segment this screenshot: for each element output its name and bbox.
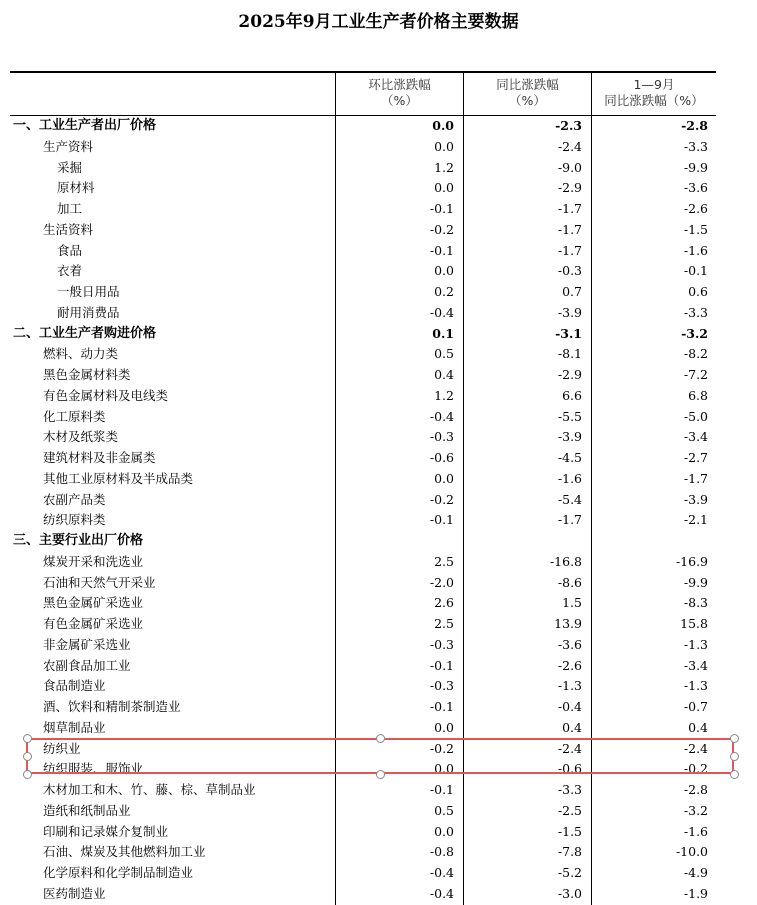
table-row [10, 448, 716, 469]
ytd-value: -2.1 [683, 512, 708, 528]
table-row [10, 676, 716, 697]
row-label: 衣着 [57, 263, 83, 279]
mom-value: -0.4 [429, 408, 454, 424]
yoy-value: -8.1 [557, 346, 582, 362]
yoy-value: -2.6 [557, 657, 582, 673]
mom-value: 0.2 [434, 284, 454, 299]
header-yoy-line2: （%） [509, 93, 546, 108]
mom-value: -0.1 [429, 657, 454, 673]
table-header [10, 71, 716, 116]
mom-value: 0.4 [434, 367, 454, 382]
ytd-value: -1.6 [683, 242, 708, 258]
yoy-value: -3.1 [555, 325, 582, 341]
resize-handle-bottom-right[interactable] [730, 770, 739, 779]
ytd-value: -1.3 [683, 636, 708, 652]
row-label: 医药制造业 [43, 885, 106, 901]
row-label: 烟草制品业 [43, 719, 106, 735]
ytd-value: 0.6 [688, 284, 708, 299]
table-row [10, 490, 716, 511]
mom-value: 0.0 [434, 470, 454, 486]
row-label: 煤炭开采和洗选业 [43, 553, 144, 569]
row-label: 生活资料 [43, 221, 94, 237]
price-data-table [10, 71, 716, 905]
row-label: 纺织原料类 [43, 512, 106, 528]
ytd-value: 15.8 [680, 616, 708, 631]
yoy-value: 0.7 [562, 284, 582, 299]
ytd-value: -1.3 [683, 678, 708, 694]
yoy-value: -2.9 [557, 180, 582, 196]
yoy-value: -1.3 [557, 678, 582, 694]
ytd-value: -2.6 [683, 201, 708, 216]
ytd-value: -1.9 [683, 885, 708, 901]
table-row [10, 116, 716, 137]
ytd-value: -3.2 [681, 325, 708, 341]
table-row [10, 199, 716, 220]
table-row [10, 407, 716, 428]
mom-value: -0.1 [429, 699, 454, 714]
row-label: 造纸和纸制品业 [43, 802, 131, 818]
ytd-value: -2.4 [683, 740, 708, 756]
mom-value: 0.0 [434, 263, 454, 279]
selection-highlight-box[interactable] [26, 738, 734, 774]
yoy-value: -1.7 [557, 201, 582, 216]
row-label: 酒、饮料和精制茶制造业 [43, 699, 181, 714]
ytd-value: -2.8 [681, 118, 708, 133]
resize-handle-bottom-middle[interactable] [376, 770, 385, 779]
mom-value: -0.2 [429, 221, 454, 237]
ytd-value: -5.0 [683, 408, 708, 424]
yoy-value: -4.5 [557, 450, 582, 465]
ytd-value: -2.7 [683, 450, 708, 465]
row-label: 印刷和记录媒介复制业 [43, 823, 169, 839]
yoy-value: -0.3 [557, 263, 582, 279]
yoy-value: -9.0 [557, 159, 582, 175]
header-ytd-line2: 同比涨跌幅（%） [604, 93, 704, 108]
mom-value: 1.2 [434, 159, 454, 175]
table-row [10, 635, 716, 656]
ytd-value: -7.2 [683, 367, 708, 382]
row-label: 生产资料 [43, 138, 94, 154]
table-row [10, 718, 716, 739]
row-label: 食品制造业 [43, 678, 106, 694]
table-row [10, 780, 716, 801]
row-label: 一般日用品 [57, 284, 120, 299]
ytd-value: 0.4 [688, 719, 708, 735]
mom-value: 0.0 [434, 761, 454, 777]
ytd-value: -0.7 [683, 699, 708, 714]
row-label: 一、工业生产者出厂价格 [13, 118, 157, 133]
table-row [10, 552, 716, 573]
yoy-value: -2.4 [557, 138, 582, 154]
ytd-value: -3.9 [683, 491, 708, 507]
table-row [10, 324, 716, 345]
yoy-value: -8.6 [557, 574, 582, 590]
table-row [10, 863, 716, 884]
row-label: 三、主要行业出厂价格 [13, 533, 144, 548]
row-label: 原材料 [57, 180, 95, 196]
mom-value: 1.2 [434, 387, 454, 403]
row-label: 食品 [57, 242, 83, 258]
mom-value: -0.3 [429, 636, 454, 652]
mom-value: 0.0 [434, 823, 454, 839]
yoy-value: -1.7 [557, 512, 582, 528]
ytd-value: -1.5 [683, 221, 708, 237]
ytd-value: -3.2 [683, 802, 708, 818]
ytd-value: -0.1 [683, 263, 708, 279]
ytd-value: -4.9 [683, 865, 708, 880]
row-label: 农副食品加工业 [43, 657, 131, 673]
resize-handle-middle-right[interactable] [730, 752, 739, 761]
yoy-value: 6.6 [562, 387, 582, 403]
ytd-value: -1.7 [683, 470, 708, 486]
yoy-value: -16.8 [549, 553, 582, 569]
row-label: 化工原料类 [43, 408, 106, 424]
mom-value: 0.5 [434, 802, 454, 818]
ytd-value: -9.9 [683, 574, 708, 590]
mom-value: 2.5 [434, 616, 454, 631]
yoy-value: -0.6 [557, 761, 582, 777]
table-row [10, 220, 716, 241]
resize-handle-top-right[interactable] [730, 734, 739, 743]
header-ytd-change [591, 73, 716, 115]
table-row [10, 241, 716, 262]
header-ytd-line1: 1—9月 [633, 77, 675, 92]
yoy-value: -2.9 [557, 367, 582, 382]
mom-value: 0.1 [432, 325, 454, 341]
row-label: 加工 [57, 201, 83, 216]
mom-value: 0.0 [434, 180, 454, 196]
yoy-value: -3.9 [557, 429, 582, 445]
yoy-value: -3.9 [557, 304, 582, 320]
table-row [10, 158, 716, 179]
mom-value: -0.3 [429, 678, 454, 694]
table-row [10, 697, 716, 718]
yoy-value: -5.4 [557, 491, 582, 507]
mom-value: -0.6 [429, 450, 454, 465]
yoy-value: 0.4 [562, 719, 582, 735]
mom-value: -0.2 [429, 491, 454, 507]
yoy-value: -1.5 [557, 823, 582, 839]
table-row [10, 344, 716, 365]
mom-value: -0.1 [429, 512, 454, 528]
mom-value: -0.4 [429, 885, 454, 901]
table-row [10, 822, 716, 843]
ytd-value: -0.2 [683, 761, 708, 777]
row-label: 纺织服装、服饰业 [43, 761, 144, 777]
resize-handle-bottom-left[interactable] [23, 770, 32, 779]
ytd-value: -3.4 [683, 429, 708, 445]
table-row [10, 365, 716, 386]
row-label: 非金属矿采选业 [43, 636, 131, 652]
table-row [10, 593, 716, 614]
yoy-value: -3.6 [557, 636, 582, 652]
header-mom-line1: 环比涨跌幅 [368, 77, 431, 92]
table-row [10, 884, 716, 905]
resize-handle-top-middle[interactable] [376, 734, 385, 743]
row-label: 有色金属矿采选业 [43, 616, 144, 631]
header-yoy-line1: 同比涨跌幅 [496, 77, 559, 92]
table-row [10, 614, 716, 635]
row-label: 其他工业原材料及半成品类 [43, 470, 194, 486]
row-label: 有色金属材料及电线类 [43, 387, 169, 403]
mom-value: 0.0 [434, 138, 454, 154]
mom-value: -0.4 [429, 865, 454, 880]
mom-value: 0.0 [432, 118, 454, 133]
table-body [10, 116, 716, 905]
row-label: 建筑材料及非金属类 [43, 450, 156, 465]
yoy-value: -3.3 [557, 782, 582, 797]
yoy-value: 13.9 [554, 616, 582, 631]
mom-value: -0.1 [429, 242, 454, 258]
mom-value: -0.8 [429, 844, 454, 860]
yoy-value: -1.6 [557, 470, 582, 486]
mom-value: 2.6 [434, 595, 454, 611]
table-row [10, 656, 716, 677]
row-label: 纺织业 [43, 740, 81, 756]
table-row [10, 573, 716, 594]
table-row [10, 137, 716, 158]
table-row [10, 510, 716, 531]
ytd-value: -3.6 [683, 180, 708, 196]
yoy-value: -5.5 [557, 408, 582, 424]
row-label: 木材及纸浆类 [43, 429, 119, 445]
header-mom-change [335, 73, 463, 115]
mom-value: -0.3 [429, 429, 454, 445]
header-mom-line2: （%） [381, 93, 418, 108]
resize-handle-middle-left[interactable] [23, 752, 32, 761]
table-row [10, 386, 716, 407]
resize-handle-top-left[interactable] [23, 734, 32, 743]
table-row [10, 531, 716, 552]
yoy-value: -2.3 [555, 118, 582, 133]
ytd-value: -2.8 [683, 782, 708, 797]
ytd-value: 6.8 [688, 387, 708, 403]
row-label: 耐用消费品 [57, 304, 120, 320]
yoy-value: -0.4 [557, 699, 582, 714]
yoy-value: -5.2 [557, 865, 582, 880]
ytd-value: -16.9 [675, 553, 708, 569]
mom-value: 0.0 [434, 719, 454, 735]
yoy-value: -1.7 [557, 221, 582, 237]
table-row [10, 303, 716, 324]
ytd-value: -8.3 [683, 595, 708, 611]
row-label: 木材加工和木、竹、藤、棕、草制品业 [43, 782, 256, 797]
header-yoy-change [463, 73, 591, 115]
ytd-value: -1.6 [683, 823, 708, 839]
table-row [10, 178, 716, 199]
yoy-value: -1.7 [557, 242, 582, 258]
mom-value: -0.1 [429, 201, 454, 216]
mom-value: -0.1 [429, 782, 454, 797]
row-label: 化学原料和化学制品制造业 [43, 865, 194, 880]
mom-value: -0.2 [429, 740, 454, 756]
ytd-value: -9.9 [683, 159, 708, 175]
yoy-value: -2.4 [557, 740, 582, 756]
yoy-value: 1.5 [562, 595, 582, 611]
ytd-value: -8.2 [683, 346, 708, 362]
ytd-value: -3.3 [683, 138, 708, 154]
table-row [10, 842, 716, 863]
row-label: 石油和天然气开采业 [43, 574, 156, 590]
mom-value: -2.0 [429, 574, 454, 590]
ytd-value: -10.0 [675, 844, 708, 860]
yoy-value: -7.8 [557, 844, 582, 860]
yoy-value: -2.5 [557, 802, 582, 818]
yoy-value: -3.0 [557, 885, 582, 901]
row-label: 黑色金属材料类 [43, 367, 131, 382]
mom-value: -0.4 [429, 304, 454, 320]
mom-value: 2.5 [434, 553, 454, 569]
table-row [10, 469, 716, 490]
table-row [10, 801, 716, 822]
ytd-value: -3.3 [683, 304, 708, 320]
row-label: 农副产品类 [43, 491, 106, 507]
table-row [10, 282, 716, 303]
row-label: 二、工业生产者购进价格 [13, 325, 157, 341]
table-row [10, 427, 716, 448]
row-label: 石油、煤炭及其他燃料加工业 [43, 844, 206, 860]
row-label: 黑色金属矿采选业 [43, 595, 144, 611]
row-label: 采掘 [57, 159, 83, 175]
table-row [10, 261, 716, 282]
ytd-value: -3.4 [683, 657, 708, 673]
row-label: 燃料、动力类 [43, 346, 119, 362]
mom-value: 0.5 [434, 346, 454, 362]
page-title: 2025年9月工业生产者价格主要数据 [238, 12, 519, 32]
